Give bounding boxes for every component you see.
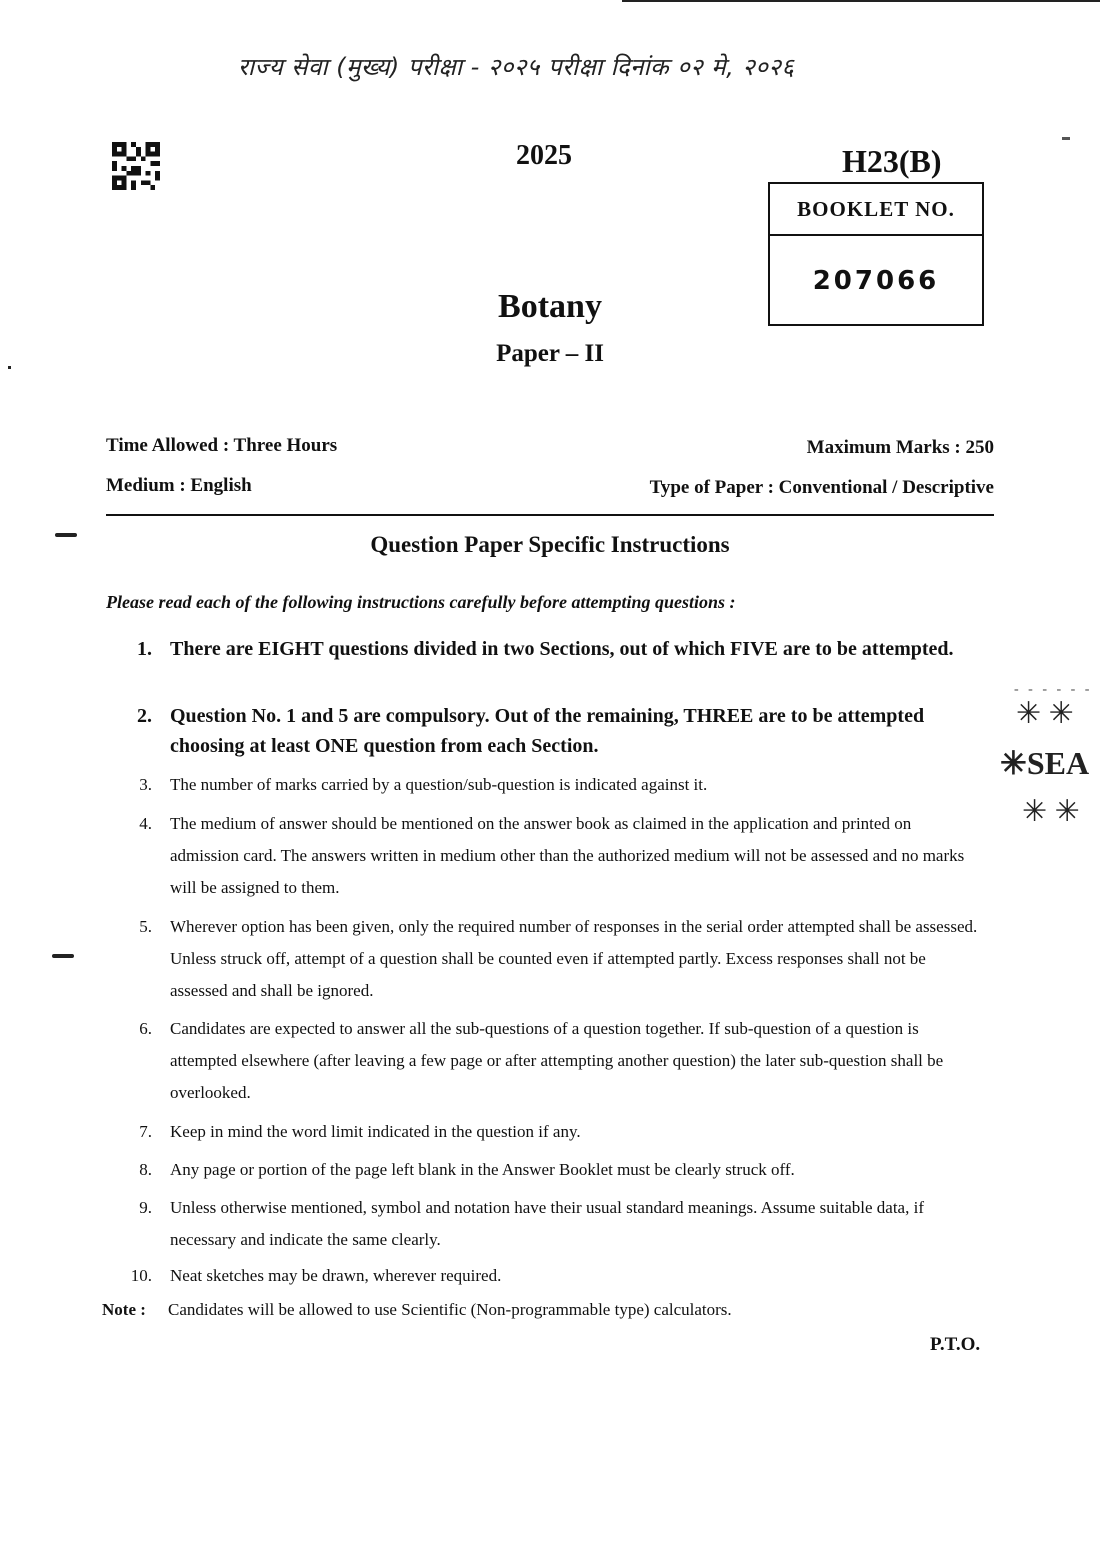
divider — [106, 514, 994, 516]
seal-text: ✳SEA — [1000, 745, 1090, 781]
punch-mark — [52, 954, 74, 958]
subject-title: Botany — [498, 288, 602, 325]
item-text: The number of marks carried by a question/sub-question is indicated against it. — [170, 775, 708, 794]
item-number: 1. — [137, 638, 152, 660]
item-number: 3. — [139, 775, 152, 794]
item-number: 7. — [139, 1122, 152, 1141]
item-text: Question No. 1 and 5 are compulsory. Out of the remaining, THREE are to be attempted choosing at least ONE question from each Section. — [170, 705, 925, 757]
exam-year: 2025 — [516, 140, 572, 171]
instruction-item — [100, 1192, 980, 1256]
paper-type: Type of Paper : Conventional / Descriptive — [649, 477, 994, 498]
item-number: 6. — [139, 1019, 152, 1038]
item-number: 9. — [139, 1198, 152, 1217]
instructions-heading: Question Paper Specific Instructions — [370, 532, 730, 557]
instruction-item — [100, 1154, 980, 1186]
paper-code: H23(B) — [842, 143, 942, 179]
instruction-item — [100, 769, 980, 801]
item-text: Wherever option has been given, only the required number of responses in the serial order attempted shall be assessed. Unless struck off, attempt of a question shall be counted even if attempted partly. Excess responses shall not be assessed and shall be ignored. — [170, 917, 978, 1000]
item-number: 4. — [139, 814, 152, 833]
item-number: 2. — [137, 705, 152, 727]
item-number: 5. — [139, 917, 152, 936]
seal-dash-line: - - - - - - — [1014, 682, 1093, 697]
top-edge-line — [622, 0, 1100, 2]
speck — [1062, 137, 1070, 140]
instruction-item — [100, 808, 980, 904]
medium: Medium : English — [106, 475, 252, 496]
instruction-item — [100, 1013, 980, 1109]
pto-label: P.T.O. — [930, 1334, 981, 1355]
instruction-item — [100, 911, 980, 1007]
booklet-label: BOOKLET NO. — [770, 184, 982, 236]
handwritten-exam-note: राज्य सेवा (मुख्य) परीक्षा - २०२५ परीक्षा दिनांक ०२ मे, २०२६ — [238, 53, 795, 81]
paper-number: Paper – II — [496, 340, 604, 367]
item-number: 10. — [130, 1266, 152, 1285]
item-text: There are EIGHT questions divided in two Sections, out of which FIVE are to be attempted. — [170, 638, 954, 660]
item-text: The medium of answer should be mentioned on the answer book as claimed in the application and printed on admission card. The answers written in medium other than the authorized medium will not be assessed and no marks will be assigned to them. — [170, 814, 965, 897]
item-text: Unless otherwise mentioned, symbol and notation have their usual standard meanings. Assume suitable data, if necessary and indicate the same clearly. — [170, 1198, 924, 1249]
maximum-marks: Maximum Marks : 250 — [806, 437, 994, 458]
instruction-item — [100, 701, 980, 761]
booklet-number: 207066 — [812, 266, 940, 296]
instruction-item — [100, 634, 980, 664]
item-text: Keep in mind the word limit indicated in the question if any. — [170, 1122, 581, 1141]
time-allowed: Time Allowed : Three Hours — [106, 435, 338, 456]
instructions-intro: Please read each of the following instructions carefully before attempting questions : — [106, 592, 736, 612]
instruction-item — [100, 1116, 980, 1148]
speck — [8, 366, 11, 369]
note-label: Note : — [102, 1300, 146, 1319]
seal-fragment — [996, 682, 1100, 828]
item-text: Candidates are expected to answer all the sub-questions of a question together. If sub-question of a question is attempted elsewhere (after leaving a few page or after attempting another question) the later sub-question shall be overlooked. — [170, 1019, 944, 1102]
item-number: 8. — [139, 1160, 152, 1179]
calculator-note — [102, 1300, 732, 1320]
punch-mark — [55, 533, 77, 537]
item-text: Neat sketches may be drawn, wherever required. — [170, 1266, 502, 1285]
item-text: Any page or portion of the page left blank in the Answer Booklet must be clearly struck off. — [170, 1160, 795, 1179]
qr-code-icon — [111, 142, 161, 190]
asterisk-icon: ✳ ✳ — [1022, 795, 1080, 828]
instruction-item — [100, 1260, 980, 1292]
note-text: Candidates will be allowed to use Scientific (Non-programmable type) calculators. — [168, 1300, 732, 1319]
asterisk-icon: ✳ ✳ — [1016, 697, 1074, 730]
